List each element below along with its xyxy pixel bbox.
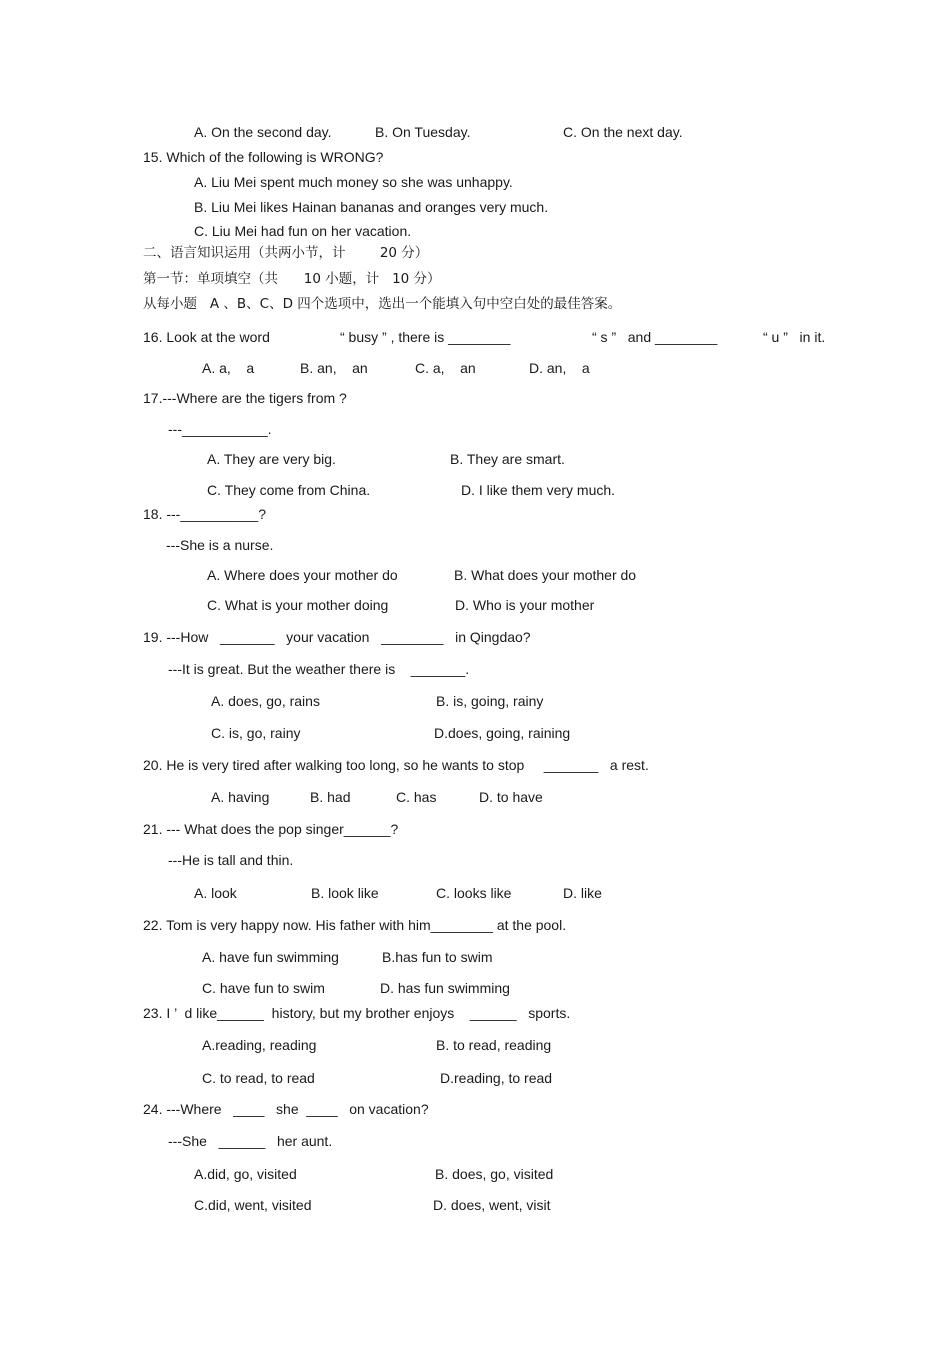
q16-stem-a: 16. Look at the word: [143, 329, 270, 345]
q21-option-d: D. like: [563, 885, 602, 901]
q17-option-c: C. They come from China.: [207, 482, 371, 498]
q24-option-c: C.did, went, visited: [194, 1197, 312, 1213]
q19-stem: 19. ---How _______ your vacation ________ in Qingdao?: [143, 629, 531, 645]
q18-option-c: C. What is your mother doing: [207, 597, 389, 613]
q14-option-b: B. On Tuesday.: [375, 124, 471, 140]
q18-option-d: D. Who is your mother: [455, 597, 595, 613]
q17-option-b: B. They are smart.: [450, 451, 565, 467]
q16-option-b: B. an, an: [300, 360, 368, 376]
q24-option-a: A.did, go, visited: [194, 1166, 297, 1182]
q20-option-d: D. to have: [479, 789, 543, 805]
q17-option-d: D. I like them very much.: [461, 482, 616, 498]
q22-option-c: C. have fun to swim: [202, 980, 325, 996]
q21-answer: ---He is tall and thin.: [168, 852, 294, 868]
q17-option-a: A. They are very big.: [207, 451, 336, 467]
q15-stem: 15. Which of the following is WRONG?: [143, 149, 384, 165]
q15-option-c: C. Liu Mei had fun on her vacation.: [194, 223, 412, 239]
q16-stem-d: “ u ” in it.: [763, 329, 826, 345]
q20-stem: 20. He is very tired after walking too long, so he wants to stop _______ a rest.: [143, 757, 649, 773]
q22-option-a: A. have fun swimming: [202, 949, 339, 965]
q20-option-b: B. had: [310, 789, 351, 805]
instruction: 从每小题 A 、B、C、D 四个选项中，选出一个能填入句中空白处的最佳答案。: [143, 296, 622, 312]
q19-answer: ---It is great. But the weather there is _______.: [168, 661, 470, 677]
q23-stem: 23. I ’ d like______ history, but my brother enjoys ______ sports.: [143, 1005, 571, 1021]
part-title: 二、语言知识运用（共两小节，计 20 分）: [143, 245, 429, 261]
q24-option-b: B. does, go, visited: [435, 1166, 554, 1182]
q23-option-c: C. to read, to read: [202, 1070, 315, 1086]
q14-option-a: A. On the second day.: [194, 124, 332, 140]
q16-option-a: A. a, a: [202, 360, 255, 376]
q20-option-c: C. has: [396, 789, 437, 805]
q22-option-d: D. has fun swimming: [380, 980, 510, 996]
q17-blank: ---___________.: [168, 421, 272, 437]
q23-option-b: B. to read, reading: [436, 1037, 552, 1053]
q18-option-b: B. What does your mother do: [454, 567, 637, 583]
q24-answer: ---She ______ her aunt.: [168, 1133, 333, 1149]
q18-stem: 18. ---__________?: [143, 506, 266, 522]
q16-option-c: C. a, an: [415, 360, 476, 376]
q20-option-a: A. having: [211, 789, 270, 805]
q21-option-a: A. look: [194, 885, 237, 901]
q21-stem: 21. --- What does the pop singer______?: [143, 821, 399, 837]
q16-stem-c: “ s ” and ________: [592, 329, 718, 345]
q17-stem: 17.---Where are the tigers from ?: [143, 390, 347, 406]
q15-option-b: B. Liu Mei likes Hainan bananas and oranges very much.: [194, 199, 549, 215]
q14-option-c: C. On the next day.: [563, 124, 683, 140]
q19-option-b: B. is, going, rainy: [436, 693, 544, 709]
q19-option-c: C. is, go, rainy: [211, 725, 301, 741]
q16-stem-b: “ busy ” , there is ________: [340, 329, 511, 345]
q21-option-c: C. looks like: [436, 885, 512, 901]
q18-option-a: A. Where does your mother do: [207, 567, 398, 583]
q19-option-d: D.does, going, raining: [434, 725, 571, 741]
q22-stem: 22. Tom is very happy now. His father with him________ at the pool.: [143, 917, 567, 933]
q21-option-b: B. look like: [311, 885, 379, 901]
q23-option-d: D.reading, to read: [440, 1070, 553, 1086]
q23-option-a: A.reading, reading: [202, 1037, 317, 1053]
q16-option-d: D. an, a: [529, 360, 590, 376]
sub-title: 第一节：单项填空（共 10 小题，计 10 分）: [143, 271, 441, 287]
q15-option-a: A. Liu Mei spent much money so she was unhappy.: [194, 174, 513, 190]
q24-option-d: D. does, went, visit: [433, 1197, 551, 1213]
q19-option-a: A. does, go, rains: [211, 693, 320, 709]
q24-stem: 24. ---Where ____ she ____ on vacation?: [143, 1101, 429, 1117]
q22-option-b: B.has fun to swim: [382, 949, 493, 965]
q18-answer: ---She is a nurse.: [166, 537, 274, 553]
